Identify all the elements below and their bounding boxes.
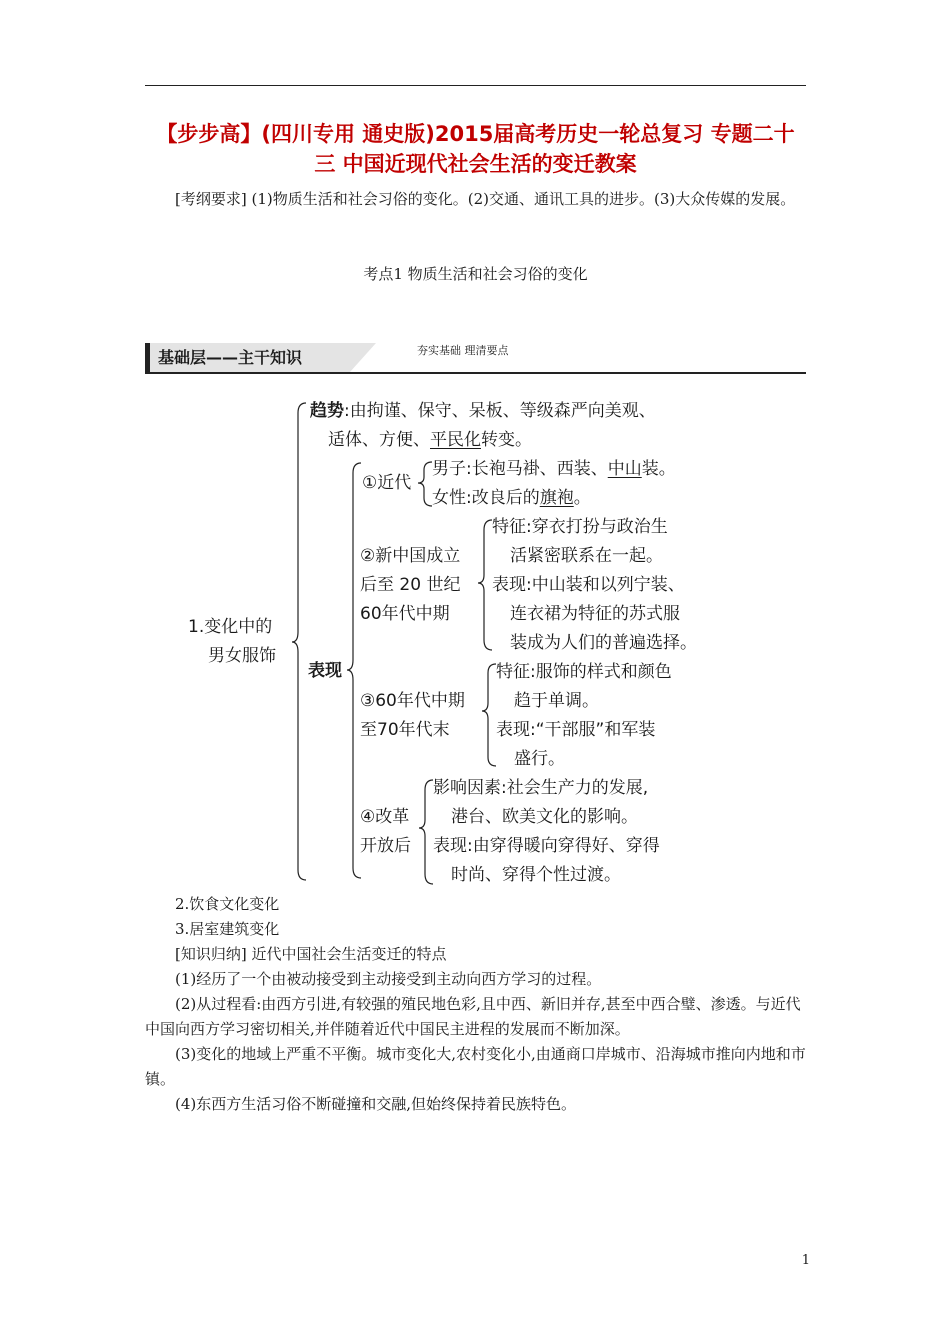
- p1-male-b: 中山: [607, 459, 642, 479]
- summary-point-2: (2)从过程看:由西方引进,有较强的殖民地色彩,且中西、新旧并存,甚至中西合璧、渗透。与近代中国向西方学习密切相关,并伴随着近代中国民主进程的发展而不断加深。: [145, 995, 801, 1038]
- trend-line1: [310, 397, 656, 426]
- summary-point-4: (4)东西方生活习俗不断碰撞和交融,但始终保持着民族特色。: [175, 1095, 577, 1113]
- p1-male-c: 装。: [641, 459, 676, 479]
- p3-show-line1: 表现:“干部服”和军装: [496, 720, 656, 740]
- trend-line2: [328, 426, 532, 455]
- p3-show-line2: 盛行。: [514, 749, 565, 769]
- trend-text2c: 转变。: [481, 430, 532, 450]
- p1-female-c: 。: [573, 488, 591, 508]
- p2-label-line3: 60年代中期: [360, 604, 450, 624]
- p2-feature-line2: 活紧密联系在一起。: [510, 546, 663, 566]
- p2-label-line1: ②新中国成立: [360, 546, 461, 566]
- p4-show-line1: 表现:由穿得暖向穿得好、穿得: [433, 836, 660, 856]
- summary-heading: [知识归纳] 近代中国社会生活变迁的特点: [175, 945, 447, 963]
- p1-female-b: 旗袍: [539, 488, 574, 508]
- p2-show-line2: 连衣裙为特征的苏式服: [510, 604, 680, 624]
- p2-show-line1: 表现:中山装和以列宁装、: [492, 575, 685, 595]
- root-label-line2: 男女服饰: [208, 646, 276, 666]
- p4-influence-line1: 影响因素:社会生产力的发展,: [433, 778, 649, 798]
- p2-label-line2: 后至 20 世纪: [360, 575, 461, 595]
- p1-female: [432, 484, 591, 513]
- banner-label: 基础层——主干知识: [150, 343, 350, 372]
- p4-label-line2: 开放后: [360, 836, 411, 856]
- summary-point-1: (1)经历了一个由被动接受到主动接受到主动向西方学习的过程。: [175, 970, 602, 988]
- p1-male: [432, 455, 676, 484]
- expr-label-text: 表现: [308, 661, 342, 681]
- item-food: 2.饮食文化变化: [175, 895, 280, 913]
- p3-brace: [482, 664, 496, 766]
- banner-subtitle: 夯实基础 理清要点: [417, 344, 509, 357]
- summary-point-3: (3)变化的地域上严重不平衡。城市变化大,农村变化小,由通商口岸城市、沿海城市推向内地和市镇。: [145, 1045, 806, 1088]
- p1-label: ①近代: [362, 473, 412, 493]
- p2-show-line3: 装成为人们的普遍选择。: [510, 633, 697, 653]
- root-label-line1: 1.变化中的: [188, 617, 273, 637]
- p3-feature-line1: 特征:服饰的样式和颜色: [496, 662, 672, 682]
- doc-title-line1: 【步步高】(四川专用 通史版)2015届高考历史一轮总复习 专题二十: [156, 122, 795, 146]
- p2-brace: [478, 520, 492, 650]
- p2-feature-line1: 特征:穿衣打扮与政治生: [492, 517, 668, 537]
- p1-brace: [418, 462, 432, 506]
- p4-influence-line2: 港台、欧美文化的影响。: [451, 807, 638, 827]
- p3-label-line1: ③60年代中期: [360, 691, 465, 711]
- trend-label: 趋势: [310, 401, 344, 421]
- doc-title-line2: 三 中国近现代社会生活的变迁教案: [314, 152, 637, 176]
- expr-label: [308, 657, 342, 686]
- exam-requirements: [考纲要求] (1)物质生活和社会习俗的变化。(2)交通、通讯工具的进步。(3)大众传媒的发展。: [175, 190, 796, 208]
- trend-text2a: 适体、方便、: [328, 430, 430, 450]
- item-housing: 3.居室建筑变化: [175, 920, 280, 938]
- expr-brace: [347, 463, 361, 878]
- p1-female-a: 女性:改良后的: [432, 488, 540, 508]
- trend-text2b: 平民化: [430, 430, 481, 450]
- root-brace: [292, 403, 306, 880]
- p3-label-line2: 至70年代末: [360, 720, 450, 740]
- p1-male-a: 男子:长袍马褂、西装、: [432, 459, 608, 479]
- section-title: 考点1 物质生活和社会习俗的变化: [363, 265, 588, 283]
- p4-brace: [419, 780, 433, 884]
- trend-text1: :由拘谨、保守、呆板、等级森严向美观、: [344, 401, 656, 421]
- p4-label-line1: ④改革: [360, 807, 410, 827]
- page-number: 1: [801, 1253, 810, 1268]
- p3-feature-line2: 趋于单调。: [514, 691, 599, 711]
- p4-show-line2: 时尚、穿得个性过渡。: [451, 865, 621, 885]
